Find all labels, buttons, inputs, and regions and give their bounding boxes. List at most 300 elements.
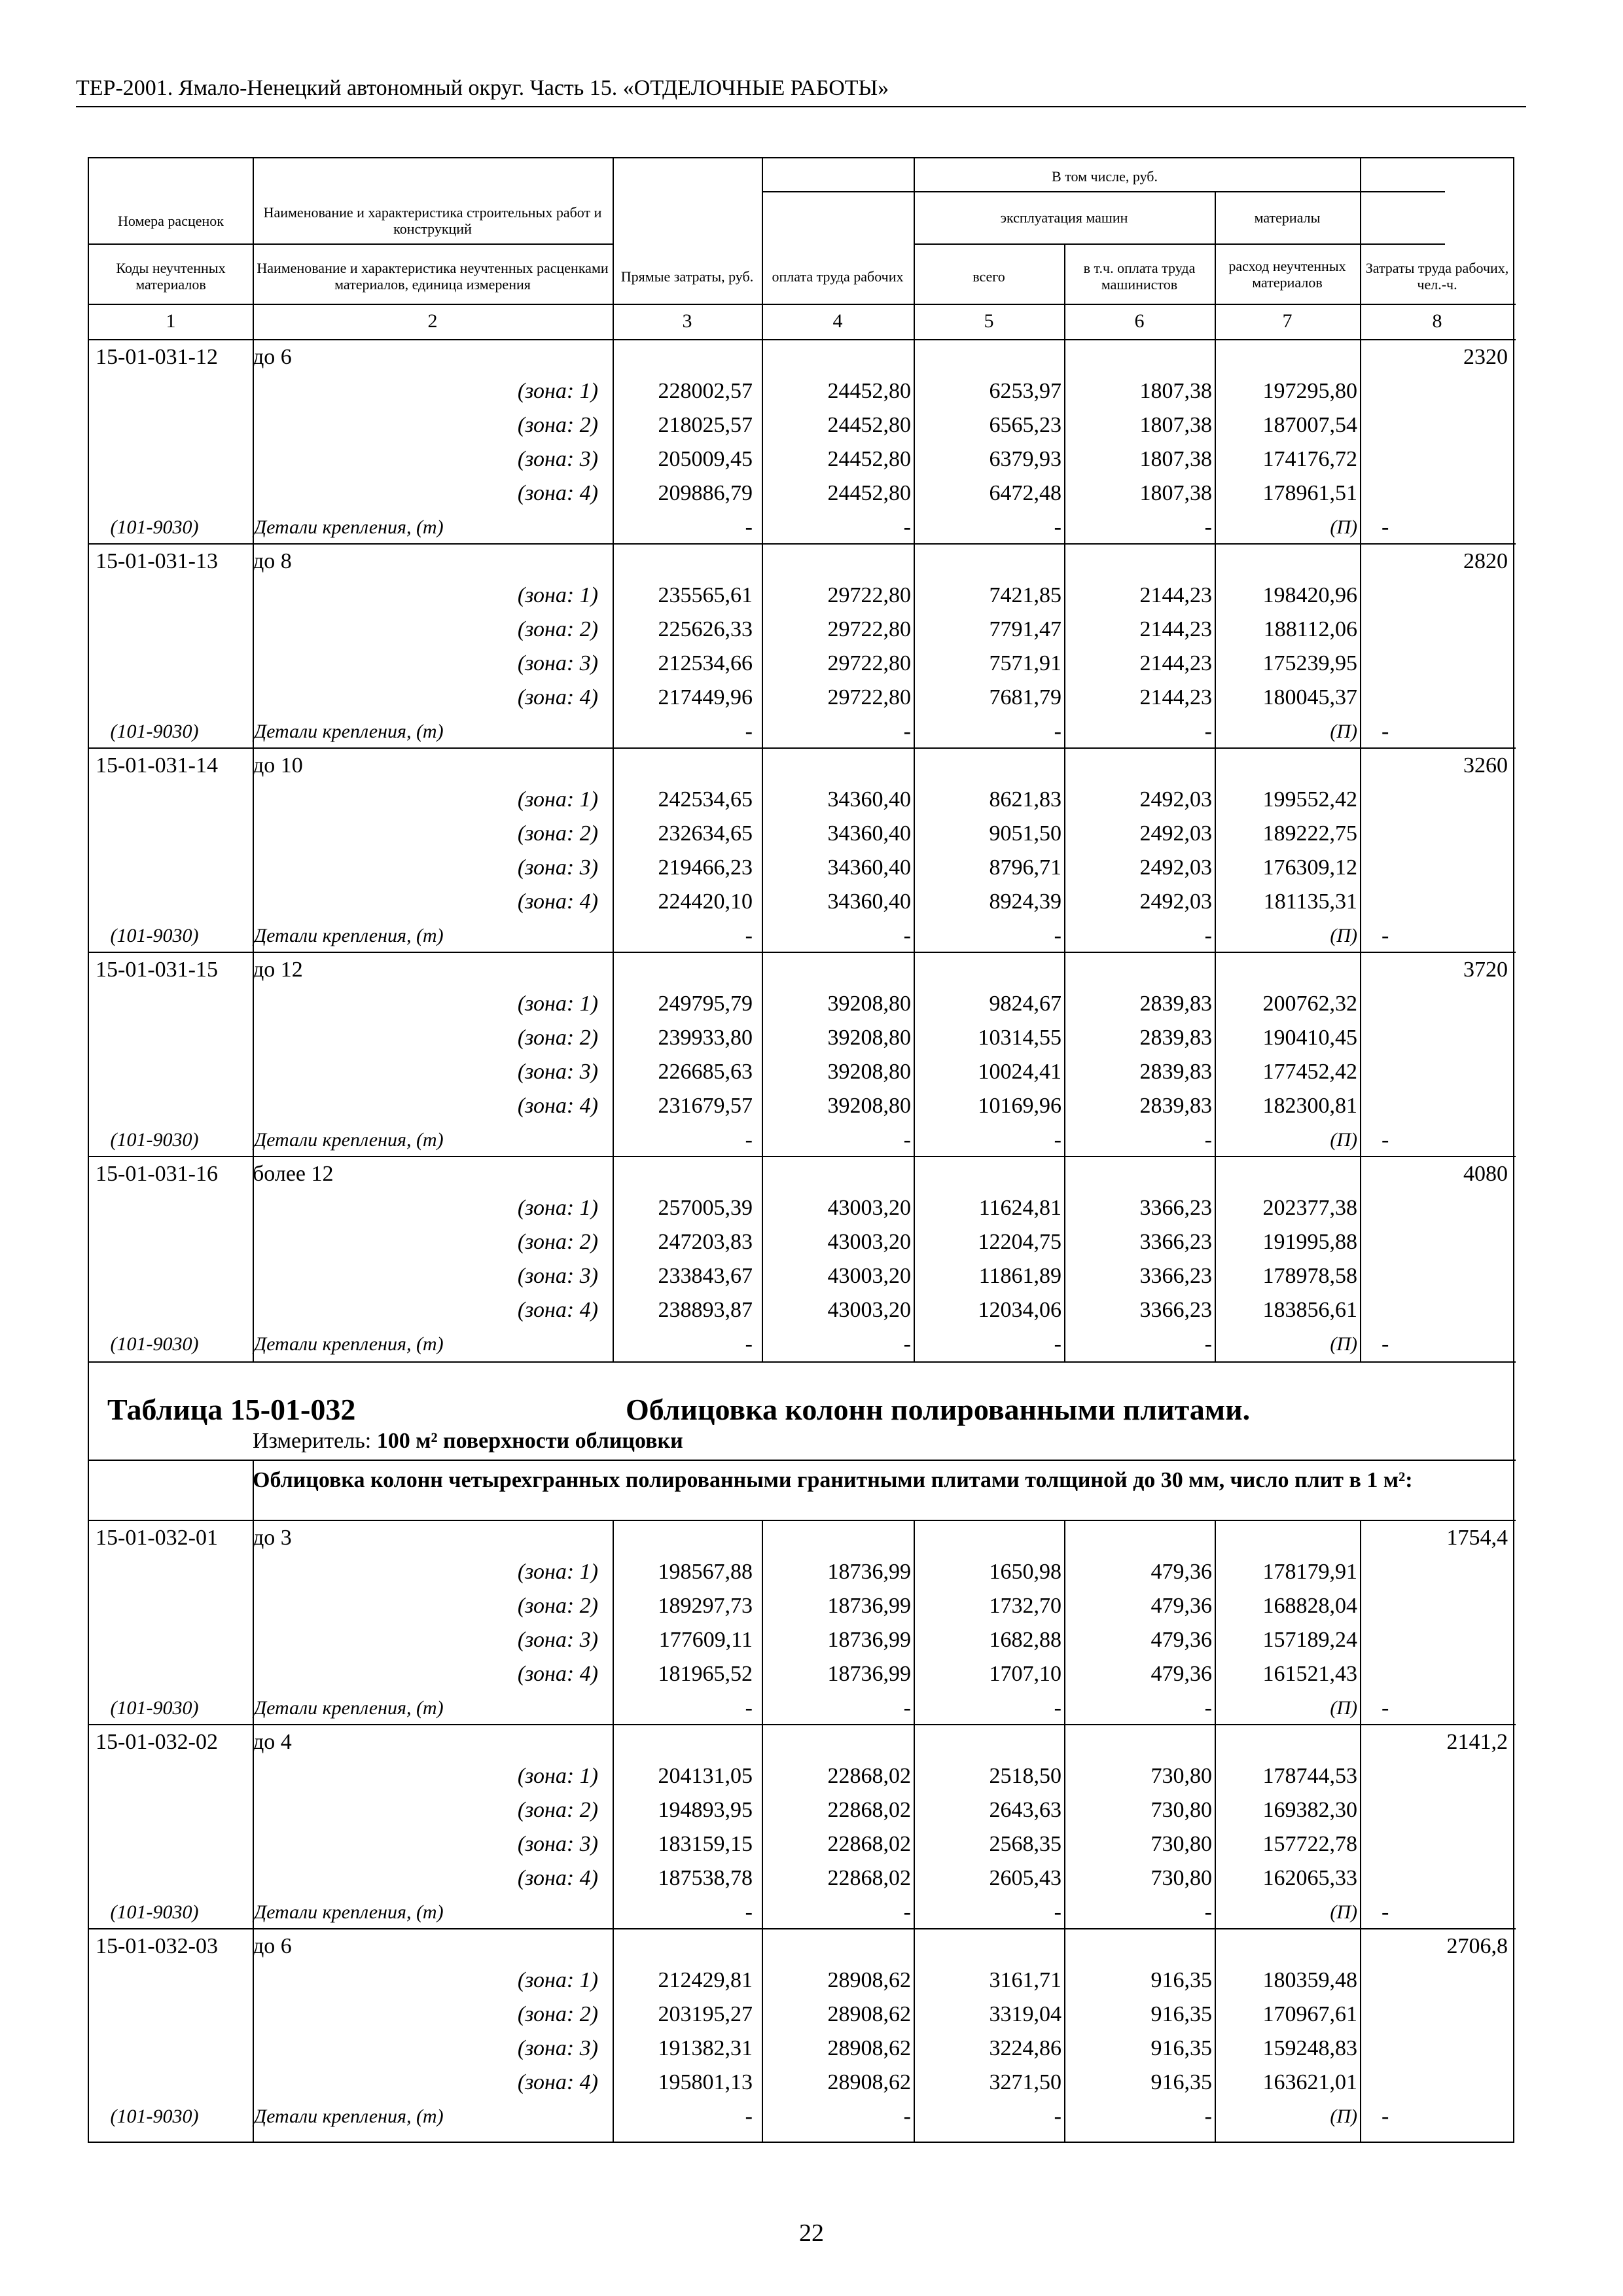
dash: - (1204, 719, 1212, 744)
materials-cost: 199552,42 (1262, 787, 1357, 812)
zone-label: (зона: 3) (517, 651, 598, 675)
rate-code: 15-01-031-15 (96, 958, 218, 982)
materials-cost: 175239,95 (1262, 651, 1357, 675)
zone-row (89, 1259, 1516, 1293)
zone-row (89, 987, 1516, 1021)
zone-row (89, 885, 1516, 919)
material-code: (101-9030) (110, 1333, 199, 1355)
machines-total: 9051,50 (989, 821, 1061, 846)
rate-row (89, 545, 1516, 579)
rate-name: до 4 (253, 1730, 292, 1754)
direct-cost: 183159,15 (658, 1832, 753, 1856)
dash: - (745, 515, 753, 539)
dash: - (903, 1696, 911, 1720)
machines-total: 1732,70 (989, 1594, 1061, 1618)
machines-total: 2605,43 (989, 1866, 1061, 1890)
materials-cost: 157189,24 (1262, 1628, 1357, 1652)
direct-cost: 224420,10 (658, 889, 753, 914)
col-number: 1 (166, 310, 176, 332)
col-number: 7 (1282, 310, 1293, 332)
zone-row (89, 1759, 1516, 1793)
zone-row (89, 1861, 1516, 1895)
meter-label: Измеритель: (253, 1429, 372, 1453)
dash: - (1382, 515, 1389, 539)
machines-total: 8621,83 (989, 787, 1061, 812)
material-name: Детали крепления, (т) (254, 1901, 444, 1923)
direct-cost: 203195,27 (658, 2002, 753, 2026)
worker-pay: 22868,02 (827, 1866, 911, 1890)
material-p: (П) (1330, 516, 1357, 538)
operator-pay: 730,80 (1150, 1832, 1212, 1856)
grid-line (89, 304, 1516, 305)
dash: - (1204, 2104, 1212, 2128)
col-header-4: оплата труда рабочих (772, 268, 904, 285)
materials-cost: 188112,06 (1263, 617, 1357, 641)
machines-total: 1650,98 (989, 1560, 1061, 1584)
material-p: (П) (1330, 1129, 1357, 1151)
operator-pay: 730,80 (1150, 1798, 1212, 1822)
rate-code: 15-01-031-14 (96, 753, 218, 778)
worker-pay: 24452,80 (827, 481, 911, 505)
direct-cost: 235565,61 (658, 583, 753, 607)
machines-total: 1707,10 (989, 1662, 1061, 1686)
materials-cost: 200762,32 (1262, 992, 1357, 1016)
dash: - (903, 1128, 911, 1152)
machines-total: 10024,41 (978, 1060, 1061, 1084)
zone-row (89, 647, 1516, 681)
direct-cost: 228002,57 (658, 379, 753, 403)
dash: - (903, 1900, 911, 1924)
worker-pay: 43003,20 (827, 1196, 911, 1220)
operator-pay: 1807,38 (1139, 447, 1212, 471)
rate-row (89, 1929, 1516, 1964)
worker-pay: 28908,62 (827, 2002, 911, 2026)
machines-total: 7421,85 (989, 583, 1061, 607)
dash: - (1382, 719, 1389, 744)
material-code: (101-9030) (110, 925, 199, 946)
direct-cost: 218025,57 (658, 413, 753, 437)
worker-pay: 18736,99 (827, 1662, 911, 1686)
operator-pay: 479,36 (1150, 1662, 1212, 1686)
material-p: (П) (1330, 925, 1357, 946)
worker-pay: 24452,80 (827, 379, 911, 403)
worker-pay: 18736,99 (827, 1560, 911, 1584)
direct-cost: 217449,96 (658, 685, 753, 709)
col-number: 6 (1134, 310, 1145, 332)
machines-total: 6379,93 (989, 447, 1061, 471)
machines-total: 6253,97 (989, 379, 1061, 403)
machines-total: 3224,86 (989, 2036, 1061, 2060)
rate-row (89, 953, 1516, 987)
operator-pay: 916,35 (1150, 2036, 1212, 2060)
zone-row (89, 2032, 1516, 2066)
material-name: Детали крепления, (т) (254, 1333, 444, 1355)
materials-cost: 180045,37 (1262, 685, 1357, 709)
zone-row (89, 374, 1516, 408)
table-caption: Облицовка колонн полированными плитами. (626, 1393, 1251, 1426)
operator-pay: 479,36 (1150, 1560, 1212, 1584)
material-code: (101-9030) (110, 2106, 199, 2127)
materials-cost: 178179,91 (1262, 1560, 1357, 1584)
dash: - (745, 924, 753, 948)
zone-label: (зона: 2) (517, 1026, 598, 1050)
col-header-2-bottom: Наименование и характеристика неучтенных расценками материалов, единица измерения (257, 260, 609, 293)
worker-pay: 43003,20 (827, 1298, 911, 1322)
worker-pay: 22868,02 (827, 1832, 911, 1856)
zone-label: (зона: 1) (517, 583, 598, 607)
zone-label: (зона: 3) (517, 1832, 598, 1856)
zone-label: (зона: 1) (517, 1764, 598, 1788)
materials-cost: 189222,75 (1262, 821, 1357, 846)
machines-total: 3319,04 (989, 2002, 1061, 2026)
operator-pay: 1807,38 (1139, 413, 1212, 437)
direct-cost: 232634,65 (658, 821, 753, 846)
labor-cost: 2706,8 (1446, 1934, 1508, 1958)
worker-pay: 28908,62 (827, 1968, 911, 1992)
operator-pay: 1807,38 (1139, 481, 1212, 505)
worker-pay: 18736,99 (827, 1594, 911, 1618)
dash: - (745, 719, 753, 744)
zone-label: (зона: 3) (517, 2036, 598, 2060)
zone-label: (зона: 3) (517, 447, 598, 471)
machines-total: 7681,79 (989, 685, 1061, 709)
worker-pay: 28908,62 (827, 2036, 911, 2060)
col-number: 2 (427, 310, 438, 332)
dash: - (1204, 1332, 1212, 1356)
zone-row (89, 1225, 1516, 1259)
materials-cost: 168828,04 (1262, 1594, 1357, 1618)
operator-pay: 2144,23 (1139, 617, 1212, 641)
zone-row (89, 2066, 1516, 2100)
material-code: (101-9030) (110, 1129, 199, 1151)
worker-pay: 29722,80 (827, 685, 911, 709)
material-row (89, 715, 1516, 749)
material-p: (П) (1330, 721, 1357, 742)
zone-label: (зона: 4) (517, 685, 598, 709)
zone-label: (зона: 4) (517, 481, 598, 505)
materials-cost: 176309,12 (1262, 855, 1357, 880)
dash: - (1382, 924, 1389, 948)
dash: - (745, 1696, 753, 1720)
operator-pay: 730,80 (1150, 1764, 1212, 1788)
material-row (89, 2100, 1516, 2134)
direct-cost: 198567,88 (658, 1560, 753, 1584)
operator-pay: 2492,03 (1139, 787, 1212, 812)
zone-row (89, 1055, 1516, 1089)
materials-cost: 161521,43 (1262, 1662, 1357, 1686)
operator-pay: 2492,03 (1139, 821, 1212, 846)
table-meter (253, 1427, 683, 1456)
materials-cost: 181135,31 (1263, 889, 1357, 914)
direct-cost: 247203,83 (658, 1230, 753, 1254)
materials-cost: 190410,45 (1262, 1026, 1357, 1050)
direct-cost: 194893,95 (658, 1798, 753, 1822)
dash: - (1054, 1900, 1061, 1924)
rate-row (89, 1521, 1516, 1555)
zone-label: (зона: 4) (517, 889, 598, 914)
col-header-1-top: Номера расценок (118, 212, 224, 229)
dash: - (745, 1128, 753, 1152)
operator-pay: 2839,83 (1139, 992, 1212, 1016)
zone-label: (зона: 1) (517, 1196, 598, 1220)
worker-pay: 43003,20 (827, 1264, 911, 1288)
zone-label: (зона: 1) (517, 992, 598, 1016)
materials-cost: 177452,42 (1262, 1060, 1357, 1084)
operator-pay: 916,35 (1150, 2002, 1212, 2026)
materials-cost: 178961,51 (1262, 481, 1357, 505)
zone-row (89, 817, 1516, 851)
direct-cost: 219466,23 (658, 855, 753, 880)
rate-name: до 3 (253, 1526, 292, 1550)
dash: - (903, 515, 911, 539)
operator-pay: 3366,23 (1139, 1298, 1212, 1322)
rate-name: более 12 (253, 1162, 334, 1186)
col-header-group: В том числе, руб. (1052, 168, 1158, 185)
worker-pay: 29722,80 (827, 617, 911, 641)
worker-pay: 24452,80 (827, 447, 911, 471)
col-number: 5 (984, 310, 994, 332)
zone-label: (зона: 4) (517, 2070, 598, 2094)
materials-cost: 178978,58 (1262, 1264, 1357, 1288)
zone-row (89, 1089, 1516, 1123)
worker-pay: 34360,40 (827, 787, 911, 812)
zone-label: (зона: 4) (517, 1662, 598, 1686)
zone-row (89, 1191, 1516, 1225)
table-title: Таблица 15-01-032 (107, 1393, 356, 1426)
materials-cost: 178744,53 (1262, 1764, 1357, 1788)
direct-cost: 195801,13 (658, 2070, 753, 2094)
materials-cost: 183856,61 (1262, 1298, 1357, 1322)
machines-total: 10169,96 (978, 1094, 1061, 1118)
zone-row (89, 783, 1516, 817)
col-number: 8 (1432, 310, 1442, 332)
machines-total: 1682,88 (989, 1628, 1061, 1652)
worker-pay: 24452,80 (827, 413, 911, 437)
machines-total: 2568,35 (989, 1832, 1061, 1856)
operator-pay: 916,35 (1150, 1968, 1212, 1992)
grid-line (89, 243, 613, 245)
direct-cost: 249795,79 (658, 992, 753, 1016)
operator-pay: 730,80 (1150, 1866, 1212, 1890)
worker-pay: 18736,99 (827, 1628, 911, 1652)
worker-pay: 28908,62 (827, 2070, 911, 2094)
materials-cost: 157722,78 (1262, 1832, 1357, 1856)
zone-row (89, 681, 1516, 715)
worker-pay: 34360,40 (827, 889, 911, 914)
machines-total: 12034,06 (978, 1298, 1061, 1322)
operator-pay: 2144,23 (1139, 685, 1212, 709)
operator-pay: 2492,03 (1139, 889, 1212, 914)
zone-row (89, 1827, 1516, 1861)
machines-total: 2643,63 (989, 1798, 1061, 1822)
direct-cost: 212534,66 (658, 651, 753, 675)
worker-pay: 22868,02 (827, 1764, 911, 1788)
dash: - (1054, 1128, 1061, 1152)
worker-pay: 39208,80 (827, 1094, 911, 1118)
material-name: Детали крепления, (т) (254, 925, 444, 946)
labor-cost: 2820 (1463, 549, 1508, 573)
col-header-1-bottom: Коды неучтенных материалов (116, 260, 226, 293)
material-code: (101-9030) (110, 1901, 199, 1923)
zone-label: (зона: 2) (517, 2002, 598, 2026)
zone-row (89, 1021, 1516, 1055)
rate-code: 15-01-031-13 (96, 549, 218, 573)
table-description: Облицовка колонн четырехгранных полированными гранитными плитами толщиной до 30 мм, число плит в 1 м²: (253, 1468, 1413, 1492)
dash: - (1204, 1900, 1212, 1924)
dash: - (1054, 1332, 1061, 1356)
dash: - (1204, 924, 1212, 948)
worker-pay: 43003,20 (827, 1230, 911, 1254)
material-code: (101-9030) (110, 516, 199, 538)
direct-cost: 238893,87 (658, 1298, 753, 1322)
zone-label: (зона: 3) (517, 1628, 598, 1652)
labor-cost: 3260 (1463, 753, 1508, 778)
machines-total: 3271,50 (989, 2070, 1061, 2094)
material-row (89, 511, 1516, 545)
direct-cost: 231679,57 (658, 1094, 753, 1118)
zone-row (89, 1657, 1516, 1691)
operator-pay: 3366,23 (1139, 1230, 1212, 1254)
machines-total: 6472,48 (989, 481, 1061, 505)
zone-row (89, 1998, 1516, 2032)
machines-total: 6565,23 (989, 413, 1061, 437)
direct-cost: 257005,39 (658, 1196, 753, 1220)
materials-cost: 163621,01 (1262, 2070, 1357, 2094)
machines-total: 9824,67 (989, 992, 1061, 1016)
material-name: Детали крепления, (т) (254, 516, 444, 538)
zone-label: (зона: 2) (517, 617, 598, 641)
materials-cost: 197295,80 (1262, 379, 1357, 403)
materials-cost: 159248,83 (1262, 2036, 1357, 2060)
direct-cost: 242534,65 (658, 787, 753, 812)
materials-cost: 162065,33 (1262, 1866, 1357, 1890)
operator-pay: 2144,23 (1139, 583, 1212, 607)
zone-row (89, 408, 1516, 442)
rate-row (89, 340, 1516, 374)
labor-cost: 4080 (1463, 1162, 1508, 1186)
material-name: Детали крепления, (т) (254, 2106, 444, 2127)
operator-pay: 479,36 (1150, 1594, 1212, 1618)
dash: - (1382, 1128, 1389, 1152)
zone-label: (зона: 3) (517, 1264, 598, 1288)
zone-label: (зона: 4) (517, 1866, 598, 1890)
grid-line (89, 1361, 1516, 1363)
worker-pay: 39208,80 (827, 1060, 911, 1084)
materials-cost: 187007,54 (1262, 413, 1357, 437)
direct-cost: 177609,11 (658, 1628, 753, 1652)
machines-total: 8924,39 (989, 889, 1061, 914)
dash: - (745, 2104, 753, 2128)
material-row (89, 1327, 1516, 1361)
worker-pay: 39208,80 (827, 1026, 911, 1050)
material-name: Детали крепления, (т) (254, 1697, 444, 1719)
operator-pay: 1807,38 (1139, 379, 1212, 403)
dash: - (745, 1332, 753, 1356)
worker-pay: 22868,02 (827, 1798, 911, 1822)
grid-line (914, 243, 1445, 245)
material-code: (101-9030) (110, 1697, 199, 1719)
materials-cost: 174176,72 (1262, 447, 1357, 471)
zone-row (89, 1555, 1516, 1589)
dash: - (745, 1900, 753, 1924)
dash: - (1054, 2104, 1061, 2128)
col-header-7: расход неучтенных материалов (1228, 258, 1346, 291)
dash: - (1382, 2104, 1389, 2128)
col-header-materials: материалы (1254, 209, 1321, 226)
labor-cost: 2320 (1463, 345, 1508, 369)
labor-cost: 2141,2 (1446, 1730, 1508, 1754)
zone-row (89, 851, 1516, 885)
dash: - (903, 719, 911, 744)
dash: - (1204, 515, 1212, 539)
dash: - (1382, 1332, 1389, 1356)
worker-pay: 34360,40 (827, 855, 911, 880)
machines-total: 11624,81 (978, 1196, 1061, 1220)
zone-row (89, 1964, 1516, 1998)
direct-cost: 204131,05 (658, 1764, 753, 1788)
direct-cost: 226685,63 (658, 1060, 753, 1084)
rate-name: до 6 (253, 1934, 292, 1958)
zone-row (89, 1623, 1516, 1657)
material-p: (П) (1330, 1901, 1357, 1923)
col-number: 4 (832, 310, 843, 332)
dash: - (1382, 1900, 1389, 1924)
col-header-machines: эксплуатация машин (1000, 209, 1128, 226)
zone-row (89, 1793, 1516, 1827)
operator-pay: 2839,83 (1139, 1060, 1212, 1084)
machines-total: 7791,47 (989, 617, 1061, 641)
worker-pay: 39208,80 (827, 992, 911, 1016)
zone-label: (зона: 4) (517, 1298, 598, 1322)
direct-cost: 205009,45 (658, 447, 753, 471)
direct-cost: 233843,67 (658, 1264, 753, 1288)
zone-label: (зона: 1) (517, 787, 598, 812)
direct-cost: 212429,81 (658, 1968, 753, 1992)
zone-label: (зона: 3) (517, 855, 598, 880)
dash: - (1204, 1696, 1212, 1720)
worker-pay: 29722,80 (827, 651, 911, 675)
header-rule (76, 106, 1526, 107)
zone-label: (зона: 2) (517, 1230, 598, 1254)
rate-row (89, 1725, 1516, 1759)
materials-cost: 180359,48 (1262, 1968, 1357, 1992)
dash: - (1054, 515, 1061, 539)
rate-name: до 6 (253, 345, 292, 369)
zone-row (89, 613, 1516, 647)
grid-line (89, 1460, 1516, 1461)
operator-pay: 2839,83 (1139, 1026, 1212, 1050)
machines-total: 11861,89 (978, 1264, 1061, 1288)
direct-cost: 209886,79 (658, 481, 753, 505)
operator-pay: 2839,83 (1139, 1094, 1212, 1118)
material-row (89, 1895, 1516, 1929)
materials-cost: 170967,61 (1262, 2002, 1357, 2026)
zone-row (89, 579, 1516, 613)
material-name: Детали крепления, (т) (254, 721, 444, 742)
operator-pay: 3366,23 (1139, 1264, 1212, 1288)
zone-label: (зона: 2) (517, 413, 598, 437)
machines-total: 8796,71 (989, 855, 1061, 880)
dash: - (903, 2104, 911, 2128)
operator-pay: 2492,03 (1139, 855, 1212, 880)
direct-cost: 225626,33 (658, 617, 753, 641)
material-code: (101-9030) (110, 721, 199, 742)
labor-cost: 1754,4 (1446, 1526, 1508, 1550)
rate-row (89, 749, 1516, 783)
zone-row (89, 476, 1516, 511)
zone-label: (зона: 2) (517, 1594, 598, 1618)
col-header-6: в т.ч. оплата труда машинистов (1083, 260, 1196, 293)
